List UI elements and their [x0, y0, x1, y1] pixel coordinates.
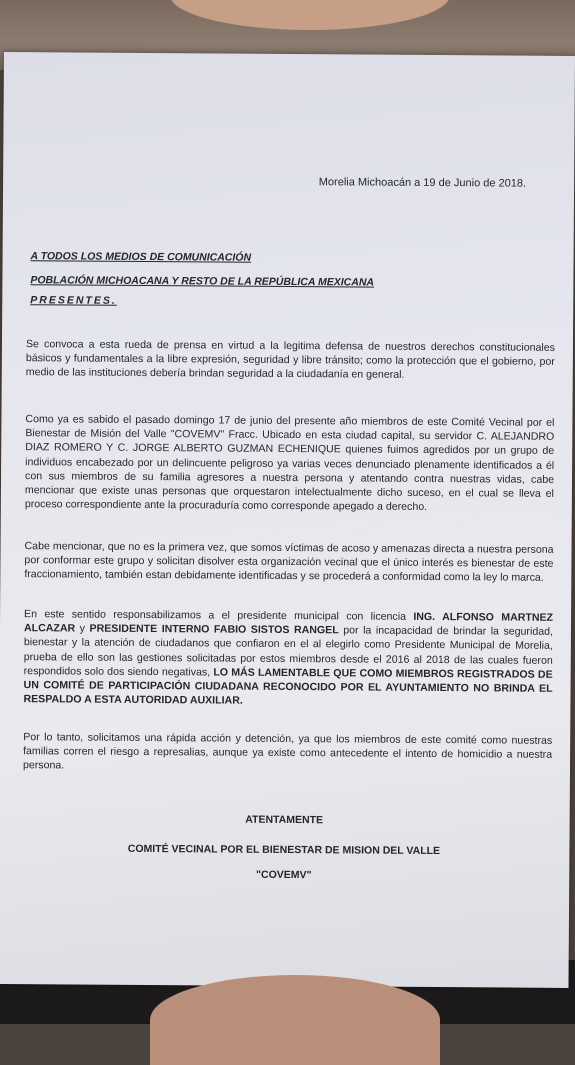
paragraph-2: Como ya es sabido el pasado domingo 17 de junio del presente año miembros de este Comité Vecinal por el Bienestar de Misión del Valle "COVEMV" Fracc. Ubicado en esta ciudad capital, su servidor C. ALEJANDRO DIAZ ROMERO Y C. JORGE ALBERTO GUZMAN ECHENIQUE quienes fuimos agredidos por un grupo de individuos encabezado por un delincuente peligroso ya varias veces denunciado plenamente identificados a él con sus miembros de su familia agresores a nuestra persona y atentando contra nuestras vidas, cabe mencionar que existe unas personas que orquestaron intelectualmente dicho suceso, en el cual se lleva el proceso correspondiente ante la procuraduría como corresponde apegado a derecho. [24, 413, 555, 514]
document [0, 52, 575, 988]
thumb-bottom [150, 975, 440, 1065]
p4-text-e: por la incapacidad de brindar la seguridad, bienestar y la atención de ciudadanos que confiaron en el al elegirlo como Presidente Municipal de Morelia, prueba de ello son las gestiones solicitadas por estos miembros desde el 2016 al 2018 de las cuales fueron respondidos solo dos siendo negativas, [23, 624, 554, 679]
paper-sheet [0, 52, 575, 988]
p4-text-c: y [75, 622, 90, 635]
addressee-media: A TODOS LOS MEDIOS DE COMUNICACIÓN [30, 250, 252, 264]
paragraph-5: Por lo tanto, solicitamos una rápida acción y detención, ya que los miembros de este comité como nuestras familias corren el riesgo a represalias, aunque ya existe como antecedente el intento de homicidio a nuestra persona. [22, 731, 553, 772]
addressee-presentes: PRESENTES. [30, 294, 117, 307]
p4-mayor-name: ING. ALFONSO MARTNEZ ALCAZAR [23, 610, 554, 635]
p4-emphasis: LO MÁS LAMENTABLE QUE COMO MIEMBROS REGISTRADOS DE UN COMITÉ DE PARTICIPACIÓN CIUDADANA RECONOCIDO POR EL AYUNTAMIENTO NO BRINDA EL RESPALDO A ESTA AUTORIDAD AUXILIAR. [23, 666, 553, 707]
p4-text-a: En este sentido responsabilizamos a el presidente municipal con licencia [24, 608, 414, 623]
signature-closing: ATENTAMENTE [245, 813, 324, 827]
document-date: Morelia Michoacán a 19 de Junio de 2018. [318, 176, 527, 190]
signature-committee: COMITÉ VECINAL POR EL BIENESTAR DE MISION DEL VALLE [127, 842, 441, 858]
paragraph-3: Cabe mencionar, que no es la primera vez, que somos víctimas de acoso y amenazas directa a nuestra persona por conformar este grupo y solicitan disolver esta organización vecinal que el único interés es bienestar de este fraccionamiento, también estan debidamente identificadas y se procederá a conformidad como la ley lo marca. [24, 540, 554, 585]
addressee-population: POBLACIÓN MICHOACANA Y RESTO DE LA REPÚBLICA MEXICANA [30, 274, 375, 289]
p4-interim-name: PRESIDENTE INTERNO FABIO SISTOS RANGEL [89, 622, 339, 637]
paragraph-4 [23, 607, 553, 710]
paragraph-1: Se convoca a esta rueda de prensa en virtud a la legitima defensa de nuestros derechos constitucionales básicos y fundamentales a la libre expresión, seguridad y libre tránsito; como la protección que el gobierno, por medio de las instituciones debería brindan seguridad a la ciudadanía en general. [25, 338, 555, 382]
signature-acronym: "COVEMV" [255, 868, 312, 882]
